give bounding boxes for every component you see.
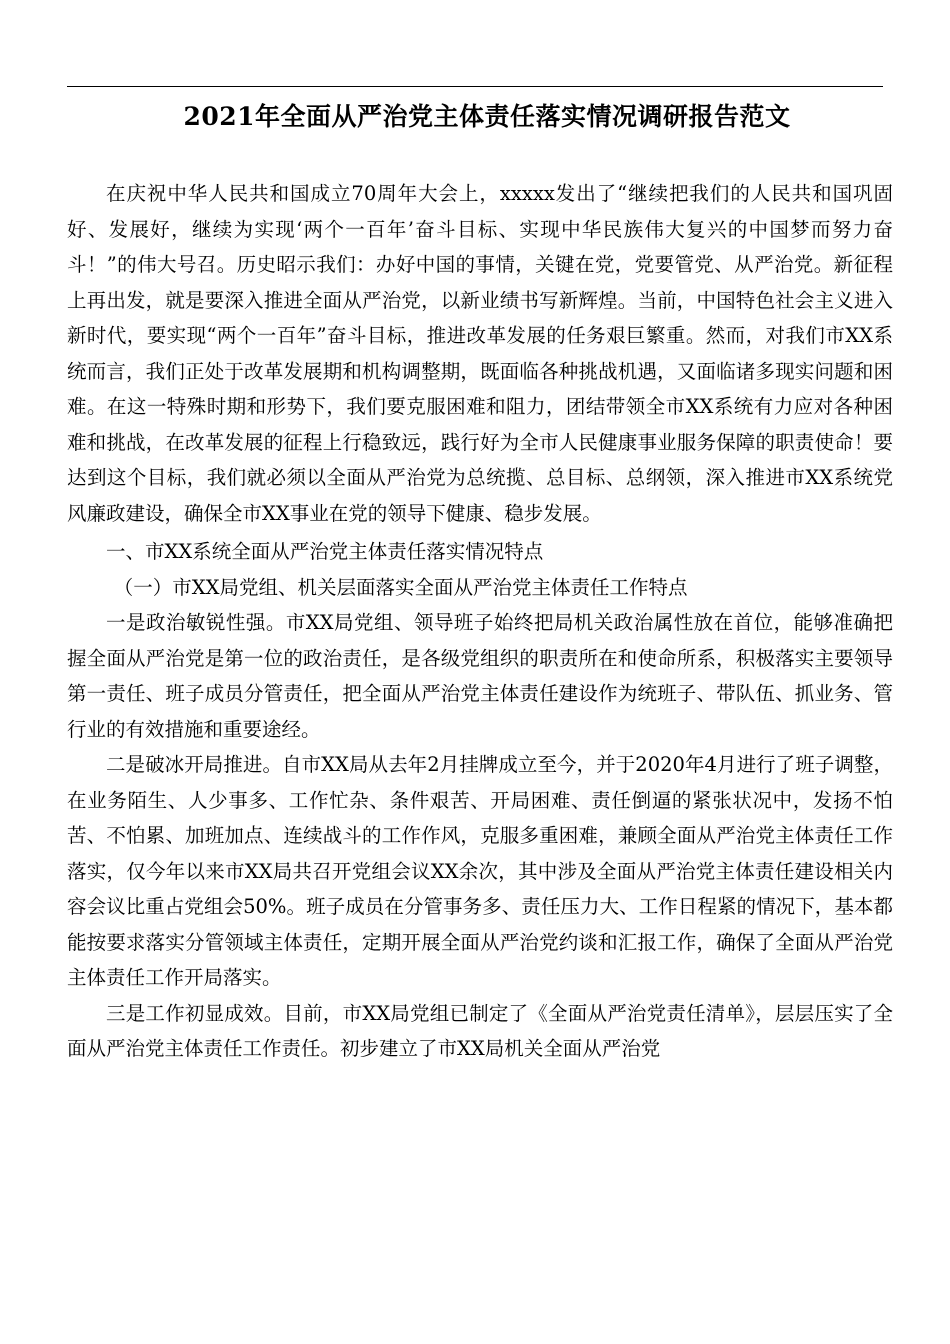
subsection-heading: （一）市XX局党组、机关层面落实全面从严治党主体责任工作特点 xyxy=(113,575,688,599)
document-body xyxy=(67,176,893,1067)
paragraph-intro: 在庆祝中华人民共和国成立70周年大会上，xxxxx发出了“继续把我们的人民共和国巩固好、发展好，继续为实现‘两个一百年’奋斗目标、实现中华民族伟大复兴的中国梦而努力奋斗！”的伟大号召。历史昭示我们：办好中国的事情，关键在党，党要管党、从严治党。新征程上再出发，就是要深入推进全面从严治党，以新业绩书写新辉煌。当前，中国特色社会主义进入新时代，要实现“两个一百年”奋斗目标，推进改革发展的任务艰巨繁重。然而，对我们市XX系统而言，我们正处于改革发展期和机构调整期，既面临各种挑战机遇，又面临诸多现实问题和困难。在这一特殊时期和形势下，我们要克服困难和阻力，团结带领全市XX系统有力应对各种困难和挑战，在改革发展的征程上行稳致远，践行好为全市人民健康事业服务保障的职责使命！要达到这个目标，我们就必须以全面从严治党为总统揽、总目标、总纲领，深入推进市XX系统党风廉政建设，确保全市XX事业在党的领导下健康、稳步发展。 xyxy=(67,182,893,525)
section-heading: 一、市XX系统全面从严治党主体责任落实情况特点 xyxy=(106,540,544,563)
paragraph-point-one: 一是政治敏锐性强。市XX局党组、领导班子始终把局机关政治属性放在首位，能够准确把握全面从严治党是第一位的政治责任，是各级党组织的职责所在和使命所系，积极落实主要领导第一责任、班子成员分管责任，把全面从严治党主体责任建设作为统班子、带队伍、抓业务、管行业的有效措施和重要途经。 xyxy=(67,611,893,741)
paragraph-point-three: 三是工作初显成效。目前，市XX局党组已制定了《全面从严治党责任清单》，层层压实了全面从严治党主体责任工作责任。初步建立了市XX局机关全面从严治党 xyxy=(67,1001,893,1060)
document-title: 2021年全面从严治党主体责任落实情况调研报告范文 xyxy=(183,102,791,131)
paragraph-point-two: 二是破冰开局推进。自市XX局从去年2月挂牌成立至今，并于2020年4月进行了班子调整，在业务陌生、人少事多、工作忙杂、条件艰苦、开局困难、责任倒逼的紧张状况中，发扬不怕苦、不怕累、加班加点、连续战斗的工作作风，克服多重困难，兼顾全面从严治党主体责任工作落实，仅今年以来市XX局共召开党组会议XX余次，其中涉及全面从严治党主体责任建设相关内容会议比重占党组会50%。班子成员在分管事务多、责任压力大、工作日程紧的情况下，基本都能按要求落实分管领域主体责任，定期开展全面从严治党约谈和汇报工作，确保了全面从严治党主体责任工作开局落实。 xyxy=(67,753,893,989)
header-rule xyxy=(67,86,883,87)
